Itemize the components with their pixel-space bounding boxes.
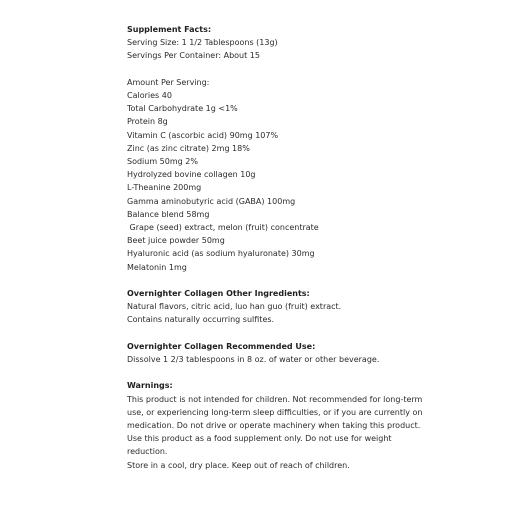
nutrient-line: Sodium 50mg 2% (127, 157, 198, 167)
warnings-line: reduction. (127, 447, 168, 457)
nutrient-line: Vitamin C (ascorbic acid) 90mg 107% (127, 130, 279, 140)
nutrient-line: Calories 40 (127, 91, 172, 100)
other-ingredients-line: Natural flavors, citric acid, luo han guo (fruit) extract. (127, 302, 342, 312)
warnings-line: This product is not intended for children. Not recommended for long-term (127, 394, 423, 404)
nutrient-line: Hydrolyzed bovine collagen 10g (127, 170, 256, 180)
nutrient-line: Balance blend 58mg (127, 209, 210, 219)
product-label-text (127, 23, 437, 472)
warnings-line: Store in a cool, dry place. Keep out of reach of children. (127, 460, 350, 470)
serving-size: Serving Size: 1 1/2 Tablespoons (13g) (127, 38, 278, 48)
other-ingredients-section (127, 287, 437, 327)
supplement-facts-heading: Supplement Facts: (127, 25, 212, 34)
nutrient-line: Melatonin 1mg (127, 262, 187, 272)
recommended-use-text: Dissolve 1 2/3 tablespoons in 8 oz. of water or other beverage. (127, 355, 380, 365)
amount-per-serving-section (127, 76, 437, 274)
warnings-line: Use this product as a food supplement only. Do not use for weight (127, 434, 392, 444)
warnings-line: medication. Do not drive or operate machinery when taking this product. (127, 421, 421, 431)
recommended-use-section (127, 340, 437, 366)
amount-per-serving-heading: Amount Per Serving: (127, 77, 210, 87)
servings-per-container: Servings Per Container: About 15 (127, 51, 260, 61)
nutrient-line: L-Theanine 200mg (127, 183, 202, 193)
nutrient-line: Hyaluronic acid (as sodium hyaluronate) 30mg (127, 249, 315, 259)
nutrient-line: Protein 8g (127, 117, 168, 127)
warnings-heading: Warnings: (127, 381, 173, 391)
nutrient-line: Total Carbohydrate 1g <1% (127, 104, 238, 114)
spacer (127, 274, 437, 287)
spacer (127, 327, 437, 340)
nutrient-line: Grape (seed) extract, melon (fruit) concentrate (127, 223, 319, 233)
warnings-section (127, 379, 437, 471)
nutrient-line: Zinc (as zinc citrate) 2mg 18% (127, 143, 250, 153)
nutrient-line: Gamma aminobutyric acid (GABA) 100mg (127, 196, 296, 206)
other-ingredients-line: Contains naturally occurring sulfites. (127, 315, 275, 325)
spacer (127, 63, 437, 76)
recommended-use-heading: Overnighter Collagen Recommended Use: (127, 341, 316, 351)
nutrient-line: Beet juice powder 50mg (127, 236, 225, 246)
supplement-facts-section (127, 23, 437, 63)
spacer (127, 366, 437, 379)
warnings-line: use, or experiencing long-term sleep difficulties, or if you are currently on (127, 407, 423, 417)
other-ingredients-heading: Overnighter Collagen Other Ingredients: (127, 289, 310, 299)
